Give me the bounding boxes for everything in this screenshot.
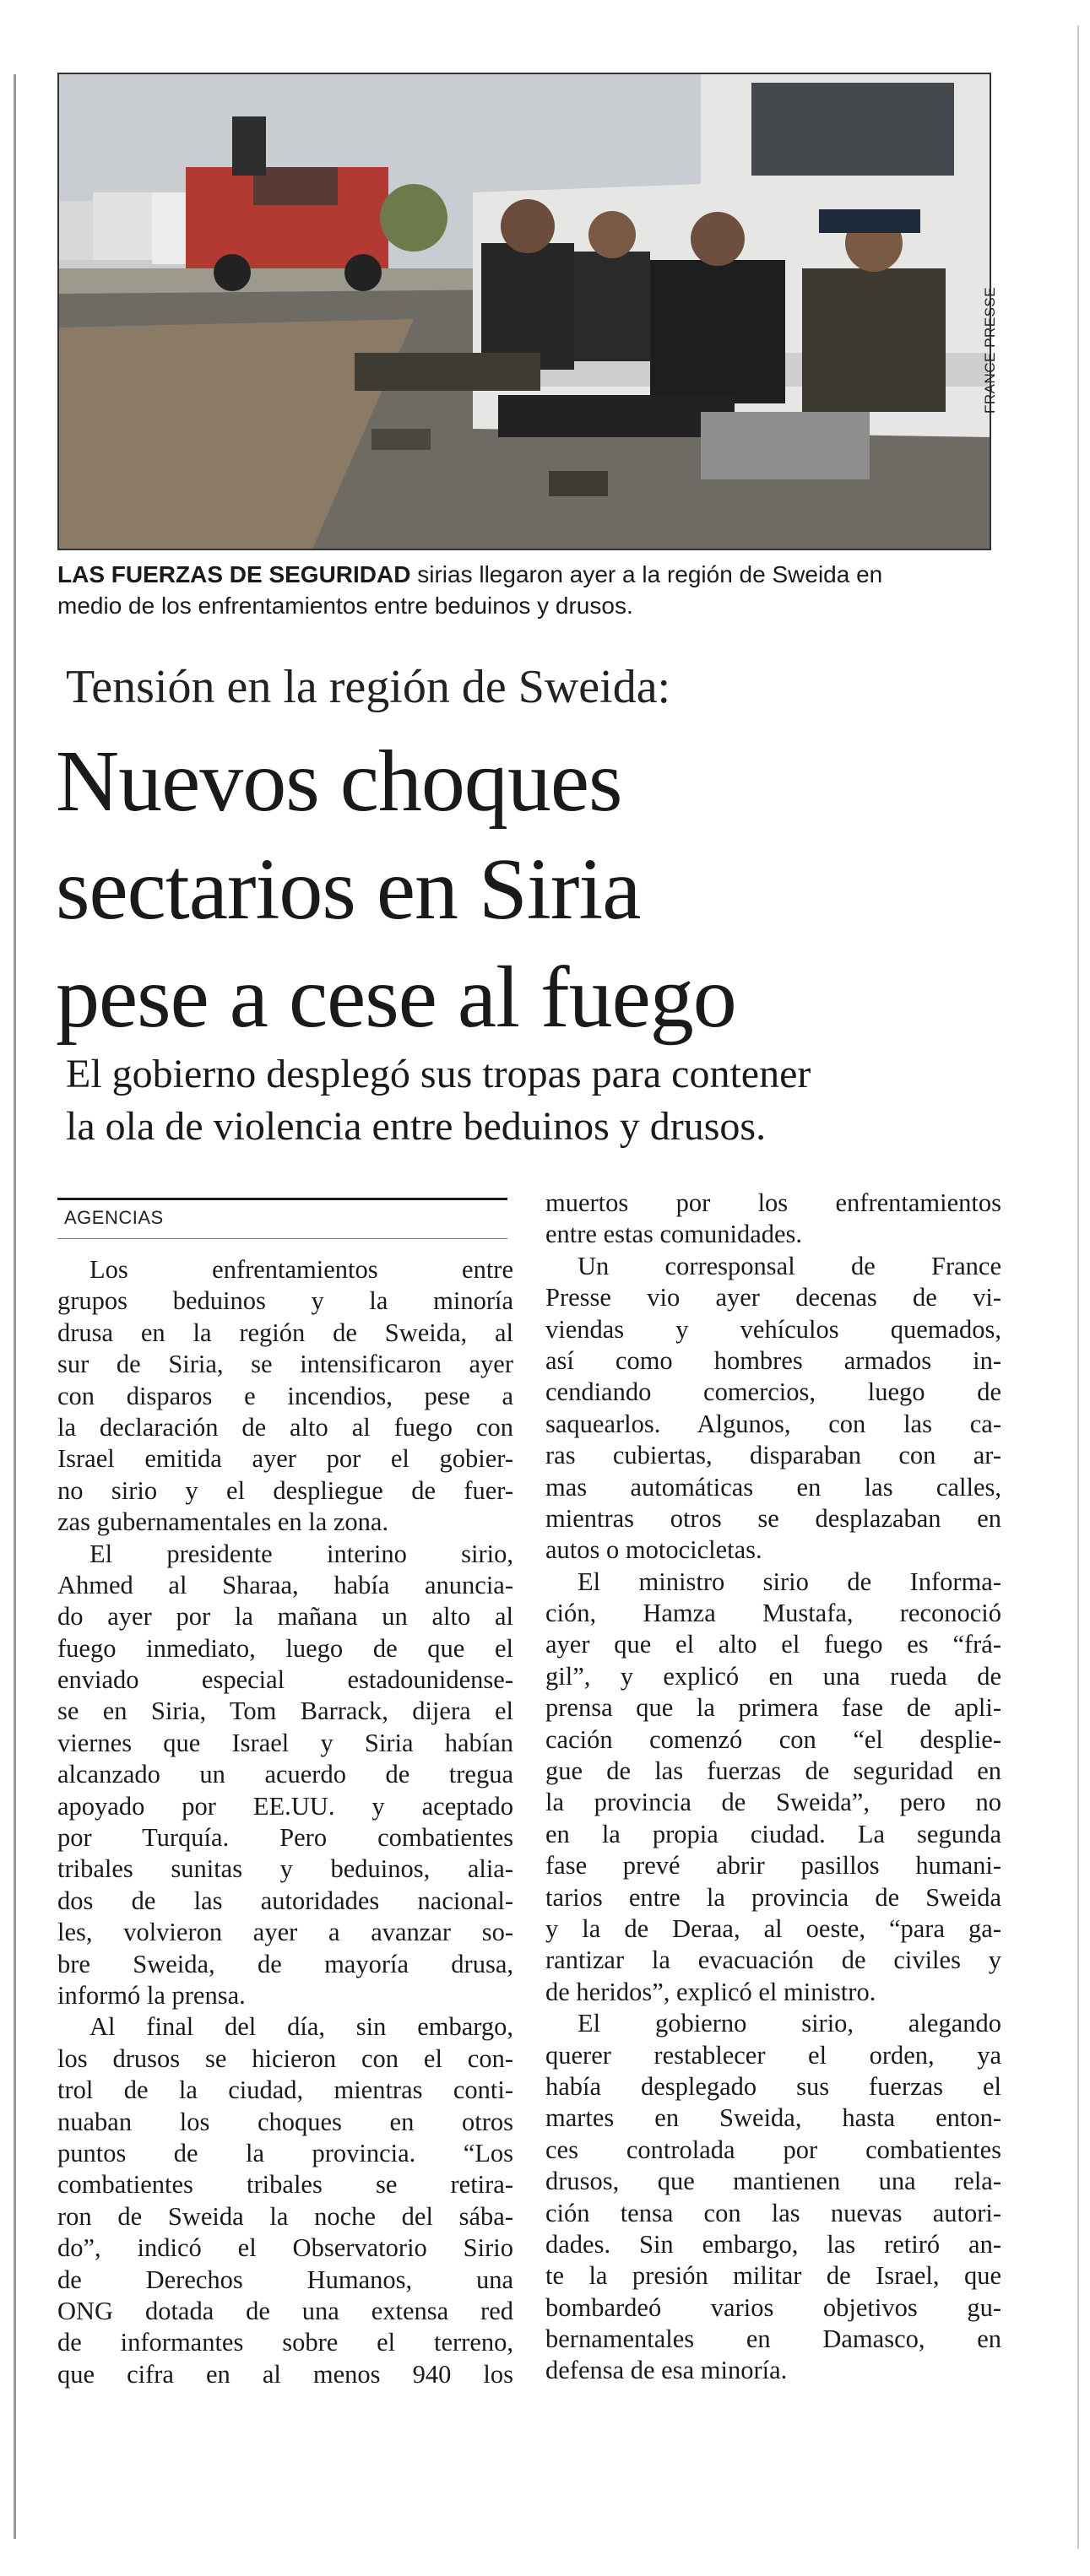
body-line: martes en Sweida, hasta enton- <box>545 2103 1001 2133</box>
photo-illustration <box>59 74 990 549</box>
caption-line-1-rest: sirias llegaron ayer a la región de Sweida en <box>410 561 883 587</box>
body-line: grupos beduinos y la minoría <box>57 1286 513 1316</box>
body-line: drusos, que mantienen una rela- <box>545 2167 1001 2196</box>
body-line: de informantes sobre el terreno, <box>57 2328 513 2357</box>
body-line: cación comenzó con “el desplie- <box>545 1724 1001 1754</box>
body-line: dos de las autoridades nacional- <box>57 1886 513 1915</box>
body-line: bombardeó varios objetivos gu- <box>545 2292 1001 2322</box>
body-line: muertos por los enfrentamientos <box>545 1188 1001 1217</box>
deck-line: El gobierno desplegó sus tropas para contener <box>66 1052 811 1096</box>
byline-rule-top <box>57 1198 507 1200</box>
body-line: nuaban los choques en otros <box>57 2107 513 2136</box>
body-line: de heridos”, explicó el ministro. <box>545 1977 876 2006</box>
body-line: los drusos se hicieron con el con- <box>57 2043 513 2073</box>
body-line: cendiando comercios, luego de <box>545 1377 1001 1407</box>
body-line: querer restablecer el orden, ya <box>545 2040 1001 2070</box>
body-line: sur de Siria, se intensificaron ayer <box>57 1350 513 1379</box>
body-line: informó la prensa. <box>57 1980 246 2010</box>
article-column-left <box>57 1254 513 2390</box>
body-line: que cifra en al menos 940 los <box>57 2359 513 2389</box>
body-line: Israel emitida ayer por el gobier- <box>57 1444 513 1474</box>
body-line: dades. Sin embargo, las retiró an- <box>545 2229 1001 2259</box>
body-line: combatientes tribales se retira- <box>57 2170 513 2200</box>
body-line: El presidente interino sirio, <box>89 1539 513 1568</box>
body-line: se en Siria, Tom Barrack, dijera el <box>57 1697 513 1726</box>
body-line: Los enfrentamientos entre <box>89 1255 513 1284</box>
body-line: Al final del día, sin embargo, <box>89 2012 513 2042</box>
left-page-rule <box>14 74 16 2539</box>
body-line: autos o motocicletas. <box>545 1535 762 1565</box>
body-line: ción, Hamza Mustafa, reconoció <box>545 1599 1001 1628</box>
body-line: Ahmed al Sharaa, había anuncia- <box>57 1570 513 1599</box>
body-line: mas automáticas en las calles, <box>545 1472 1001 1502</box>
headline-line: sectarios en Siria <box>56 841 641 938</box>
body-line: saquearlos. Algunos, con las ca- <box>545 1409 1001 1438</box>
body-line: puntos de la provincia. “Los <box>57 2138 513 2167</box>
deck-line: la ola de violencia entre beduinos y drusos. <box>66 1104 767 1149</box>
body-line: viernes que Israel y Siria habían <box>57 1728 513 1757</box>
body-line: tribales sunitas y beduinos, alia- <box>57 1854 513 1884</box>
byline: AGENCIAS <box>64 1207 164 1228</box>
body-line: fuego inmediato, luego de que el <box>57 1633 513 1663</box>
headline-line: Nuevos choques <box>56 733 622 830</box>
photo-caption <box>57 559 995 621</box>
body-line: viendas y vehículos quemados, <box>545 1314 1001 1344</box>
body-line: drusa en la región de Sweida, al <box>57 1318 513 1347</box>
body-line: la provincia de Sweida”, pero no <box>545 1788 1001 1817</box>
headline-line: pese a cese al fuego <box>56 949 736 1046</box>
body-line: gil”, y explicó en una rueda de <box>545 1661 1001 1691</box>
body-line: ras cubiertas, disparaban con ar- <box>545 1441 1001 1470</box>
body-line: rantizar la evacuación de civiles y <box>545 1946 1001 1975</box>
body-line: por Turquía. Pero combatientes <box>57 1823 513 1853</box>
headline <box>56 728 1010 1052</box>
body-line: defensa de esa minoría. <box>545 2356 788 2385</box>
body-line: les, volvieron ayer a avanzar so- <box>57 1918 513 1947</box>
body-line: Presse vio ayer decenas de vi- <box>545 1283 1001 1312</box>
body-line: alcanzado un acuerdo de tregua <box>57 1760 513 1789</box>
right-page-rule <box>1077 25 1079 2549</box>
body-line: gue de las fuerzas de seguridad en <box>545 1756 1001 1786</box>
body-line: ción tensa con las nuevas autori- <box>545 2198 1001 2227</box>
body-line: ces controlada por combatientes <box>545 2135 1001 2164</box>
body-line: ONG dotada de una extensa red <box>57 2296 513 2325</box>
article-column-right <box>545 1188 1001 2387</box>
body-line: zas gubernamentales en la zona. <box>57 1507 389 1537</box>
body-line: ron de Sweida la noche del sába- <box>57 2201 513 2231</box>
body-line: de Derechos Humanos, una <box>57 2265 513 2294</box>
body-line: bre Sweida, de mayoría drusa, <box>57 1949 513 1978</box>
kicker: Tensión en la región de Sweida: <box>66 661 671 713</box>
photo-credit: FRANCE PRESSE <box>982 286 998 414</box>
body-line: con disparos e incendios, pese a <box>57 1381 513 1410</box>
body-line: la declaración de alto al fuego con <box>57 1412 513 1442</box>
body-line: do”, indicó el Observatorio Sirio <box>57 2233 513 2263</box>
caption-lead: LAS FUERZAS DE SEGURIDAD <box>57 561 411 587</box>
body-line: mientras otros se desplazaban en <box>545 1503 1001 1533</box>
body-line: te la presión militar de Israel, que <box>545 2261 1001 2291</box>
byline-rule-bottom <box>57 1238 507 1239</box>
body-line: ayer que el alto el fuego es “frá- <box>545 1630 1001 1659</box>
deck-subtitle <box>66 1048 1011 1153</box>
body-line: había desplegado sus fuerzas el <box>545 2071 1001 2101</box>
body-line: Un corresponsal de France <box>578 1251 1001 1280</box>
body-line: entre estas comunidades. <box>545 1220 803 1249</box>
body-line: enviado especial estadounidense- <box>57 1665 513 1695</box>
body-line: do ayer por la mañana un alto al <box>57 1602 513 1632</box>
body-line: bernamentales en Damasco, en <box>545 2324 1001 2354</box>
body-line: El gobierno sirio, alegando <box>578 2009 1001 2038</box>
body-line: trol de la ciudad, mientras conti- <box>57 2075 513 2105</box>
body-line: El ministro sirio de Informa- <box>578 1567 1001 1596</box>
news-photo <box>57 73 991 550</box>
caption-line-1 <box>57 559 995 590</box>
body-line: así como hombres armados in- <box>545 1345 1001 1375</box>
body-line: no sirio y el despliegue de fuer- <box>57 1475 513 1505</box>
caption-line-2: medio de los enfrentamientos entre beduinos y drusos. <box>57 593 633 619</box>
body-line: fase prevé abrir pasillos humani- <box>545 1851 1001 1881</box>
body-line: apoyado por EE.UU. y aceptado <box>57 1791 513 1821</box>
body-line: tarios entre la provincia de Sweida <box>545 1882 1001 1912</box>
body-line: y la de Deraa, al oeste, “para ga- <box>545 1913 1001 1943</box>
body-line: en la propia ciudad. La segunda <box>545 1819 1001 1848</box>
body-line: prensa que la primera fase de apli- <box>545 1693 1001 1723</box>
